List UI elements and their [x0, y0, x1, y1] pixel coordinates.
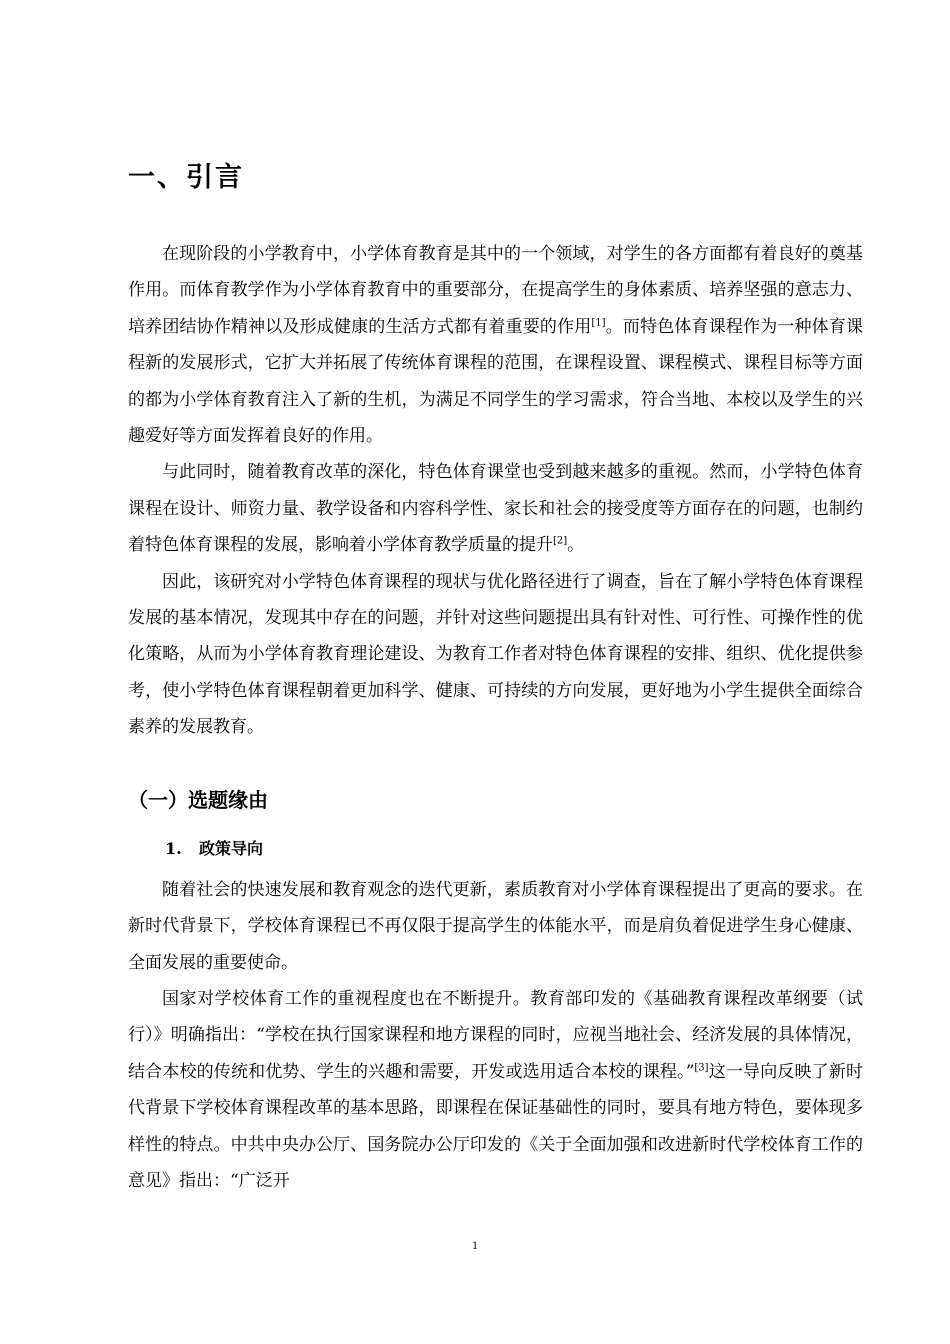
section-paragraph-1 [128, 872, 863, 981]
citation-ref-1[interactable]: [1] [591, 317, 606, 329]
paragraph-text: 与此同时，随着教育改革的深化，特色体育课堂也受到越来越多的重视。然而，小学特色体育课程在设计、师资力量、教学设备和内容科学性、家长和社会的接受度等方面存在的问题，也制约着特色体育课程的发展，影响着小学体育教学质量的提升 [128, 462, 863, 556]
citation-ref-2[interactable]: [2] [553, 535, 568, 547]
section-paragraph-2 [128, 981, 863, 1199]
section-title: （一）选题缘由 [128, 787, 268, 812]
paragraph-text: 随着社会的快速发展和教育观念的迭代更新，素质教育对小学体育课程提出了更高的要求。在新时代背景下，学校体育课程已不再仅限于提高学生的体能水平，而是肩负着促进学生身心健康、全面发展的重要使命。 [128, 879, 863, 973]
chapter-title: 一、引言 [128, 162, 244, 193]
paragraph-text: 在现阶段的小学教育中，小学体育教育是其中的一个领域，对学生的各方面都有着良好的奠基作用。而体育教学作为小学体育教育中的重要部分，在提高学生的身体素质、培养坚强的意志力、培养团结协作精神以及形成健康的生活方式都有着重要的作用 [128, 244, 863, 337]
subsection-heading [128, 832, 863, 866]
intro-paragraph-1 [128, 236, 863, 454]
subsection-number: 1. [165, 838, 182, 858]
paragraph-text: 因此，该研究对小学特色体育课程的现状与优化路径进行了调查，旨在了解小学特色体育课程发展的基本情况，发现其中存在的问题，并针对这些问题提出具有针对性、可行性、可操作性的优化策略，从而为小学体育教育理论建设、为教育工作者对特色体育课程的安排、组织、优化提供参考，使小学特色体育课程朝着更加科学、健康、可持续的方向发展，更好地为小学生提供全面综合素养的发展教育。 [128, 571, 863, 738]
intro-paragraph-3 [128, 564, 863, 746]
page-number: 1 [472, 1238, 478, 1252]
paragraph-text: 。 [567, 535, 585, 556]
paragraph-text: 这一导向反映了新时代背景下学校体育课程改革的基本思路，即课程在保证基础性的同时，要具有地方特色，要体现多样性的特点。中共中央办公厅、国务院办公厅印发的《关于全面加强和改进新时代学校体育工作的意见》指出：“广泛开 [128, 1061, 863, 1191]
paragraph-text: 国家对学校体育工作的重视程度也在不断提升。教育部印发的《基础教育课程改革纲要（试行）》明确指出：“学校在执行国家课程和地方课程的同时，应视当地社会、经济发展的具体情况，结合本校的传统和优势、学生的兴趣和需要，开发或选用适合本校的课程。” [128, 988, 863, 1082]
paragraph-text: 。而特色体育课程作为一种体育课程新的发展形式，它扩大并拓展了传统体育课程的范围，在课程设置、课程模式、课程目标等方面的都为小学体育教育注入了新的生机，为满足不同学生的学习需求，符合当地、本校以及学生的兴趣爱好等方面发挥着良好的作用。 [128, 316, 864, 447]
citation-ref-3[interactable]: [3] [694, 1062, 709, 1074]
page-content [128, 158, 863, 1199]
subsection-title: 政策导向 [199, 838, 264, 858]
intro-paragraph-2 [128, 454, 863, 563]
